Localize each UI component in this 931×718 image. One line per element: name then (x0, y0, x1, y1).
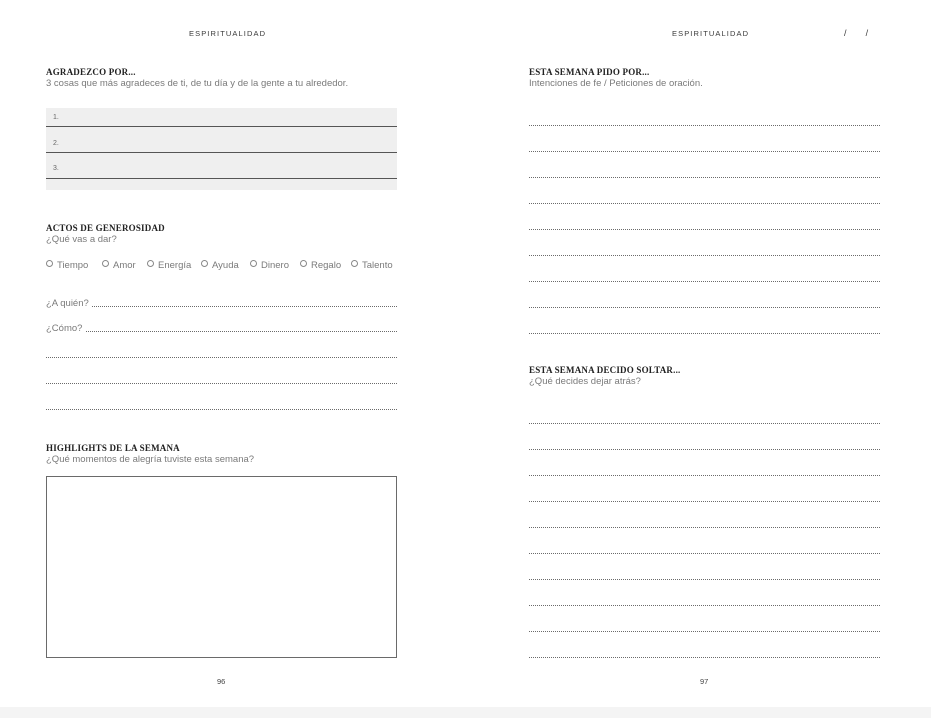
to-whom-line[interactable] (46, 306, 397, 307)
letting-go-line[interactable] (529, 579, 880, 580)
option-regalo[interactable] (300, 260, 341, 271)
letting-go-title: ESTA SEMANA DECIDO SOLTAR... (529, 365, 681, 375)
option-tiempo[interactable] (46, 260, 88, 271)
page-bottom-edge (0, 707, 931, 718)
letting-go-line[interactable] (529, 657, 880, 658)
radio-circle-icon (147, 260, 154, 267)
option-label: Tiempo (57, 260, 89, 271)
left-page-header: ESPIRITUALIDAD (189, 29, 267, 38)
option-ayuda[interactable] (201, 260, 239, 271)
option-label: Ayuda (212, 260, 239, 271)
option-label: Regalo (311, 260, 342, 271)
letting-go-line[interactable] (529, 501, 880, 502)
gratitude-item-number: 3. (53, 165, 59, 172)
option-energia[interactable] (147, 260, 191, 271)
radio-circle-icon (250, 260, 257, 267)
gratitude-subtitle: 3 cosas que más agradeces de ti, de tu día y de la gente a tu alrededor. (46, 78, 349, 89)
option-dinero[interactable] (250, 260, 289, 271)
radio-circle-icon (300, 260, 307, 267)
page-number-right: 97 (700, 677, 709, 686)
asking-line[interactable] (529, 333, 880, 334)
writing-line[interactable] (46, 409, 397, 410)
writing-line[interactable] (46, 357, 397, 358)
asking-line[interactable] (529, 203, 880, 204)
date-field[interactable]: / / (844, 28, 870, 38)
gratitude-item-2[interactable] (46, 127, 397, 153)
option-label: Talento (362, 260, 393, 271)
asking-line[interactable] (529, 125, 880, 126)
letting-go-line[interactable] (529, 449, 880, 450)
radio-circle-icon (351, 260, 358, 267)
gratitude-item-1[interactable] (46, 108, 397, 127)
letting-go-line[interactable] (529, 553, 880, 554)
letting-go-line[interactable] (529, 605, 880, 606)
highlights-title: HIGHLIGHTS DE LA SEMANA (46, 443, 180, 453)
gratitude-box (46, 108, 397, 190)
asking-line[interactable] (529, 281, 880, 282)
gratitude-title: AGRADEZCO POR... (46, 67, 136, 77)
asking-line[interactable] (529, 307, 880, 308)
generosity-title: ACTOS DE GENEROSIDAD (46, 223, 165, 233)
asking-title: ESTA SEMANA PIDO POR... (529, 67, 650, 77)
radio-circle-icon (201, 260, 208, 267)
option-talento[interactable] (351, 260, 393, 271)
asking-line[interactable] (529, 151, 880, 152)
writing-line[interactable] (46, 383, 397, 384)
gratitude-item-number: 1. (53, 114, 59, 121)
to-whom-label: ¿A quién? (46, 298, 92, 309)
how-line[interactable] (46, 331, 397, 332)
highlights-box[interactable] (46, 476, 397, 658)
asking-line[interactable] (529, 177, 880, 178)
letting-go-subtitle: ¿Qué decides dejar atrás? (529, 376, 641, 387)
gratitude-item-number: 2. (53, 140, 59, 147)
radio-circle-icon (46, 260, 53, 267)
letting-go-line[interactable] (529, 423, 880, 424)
generosity-options (46, 260, 401, 274)
page-number-left: 96 (217, 677, 226, 686)
radio-circle-icon (102, 260, 109, 267)
option-amor[interactable] (102, 260, 136, 271)
asking-subtitle: Intenciones de fe / Peticiones de oración. (529, 78, 703, 89)
asking-line[interactable] (529, 255, 880, 256)
right-page-header: ESPIRITUALIDAD (672, 29, 750, 38)
asking-line[interactable] (529, 229, 880, 230)
generosity-subtitle: ¿Qué vas a dar? (46, 234, 117, 245)
how-label: ¿Cómo? (46, 323, 85, 334)
letting-go-line[interactable] (529, 475, 880, 476)
option-label: Energía (158, 260, 192, 271)
gratitude-item-3[interactable] (46, 153, 397, 179)
letting-go-line[interactable] (529, 527, 880, 528)
option-label: Dinero (261, 260, 289, 271)
letting-go-line[interactable] (529, 631, 880, 632)
highlights-subtitle: ¿Qué momentos de alegría tuviste esta semana? (46, 454, 255, 465)
option-label: Amor (113, 260, 136, 271)
